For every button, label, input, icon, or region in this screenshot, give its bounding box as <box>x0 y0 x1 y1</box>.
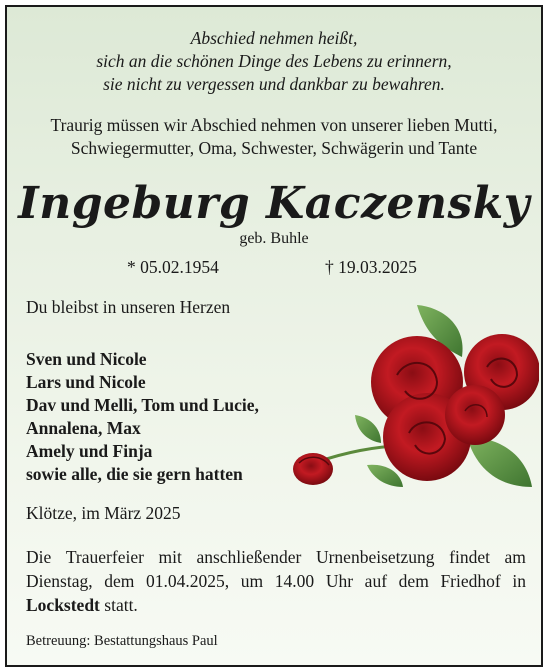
birth-date: * 05.02.1954 <box>127 257 219 277</box>
funeral-word: um <box>240 571 264 591</box>
mourner-line: Annalena, Max <box>26 418 141 438</box>
funeral-word: auf <box>364 571 388 591</box>
mourner-line: Sven und Nicole <box>26 349 147 369</box>
red-roses-image <box>277 287 539 502</box>
obituary-card <box>5 5 543 667</box>
funeral-word: Dienstag, <box>26 571 93 591</box>
funeral-line <box>26 545 526 569</box>
mourners-list <box>26 348 259 486</box>
funeral-line <box>26 593 526 617</box>
maiden-name: geb. Buhle <box>239 230 309 247</box>
motto-line: sie nicht zu vergessen und dankbar zu bewahren. <box>103 74 445 94</box>
intro-line: Schwiegermutter, Oma, Schwester, Schwägerin und Tante <box>70 138 478 158</box>
motto-line: sich an die schönen Dinge des Lebens zu erinnern, <box>96 51 452 71</box>
funeral-location-suffix: statt. <box>99 595 138 615</box>
mourner-line: Amely und Finja <box>26 441 153 461</box>
funeral-word: dem <box>104 571 135 591</box>
funeral-word: anschließender <box>196 547 302 567</box>
funeral-word: dem <box>398 571 429 591</box>
place-date: Klötze, im März 2025 <box>26 503 181 523</box>
deceased-name: Ingeburg Kaczensky <box>18 178 530 229</box>
funeral-line <box>26 569 526 593</box>
motto-line: Abschied nehmen heißt, <box>190 28 358 48</box>
funeral-home-credit: Betreuung: Bestattungshaus Paul <box>26 633 218 649</box>
funeral-word: 01.04.2025, <box>146 571 230 591</box>
funeral-word: 14.00 <box>274 571 315 591</box>
funeral-word: Trauerfeier <box>65 547 144 567</box>
funeral-word: Urnenbeisetzung <box>315 547 435 567</box>
intro-text <box>7 114 541 160</box>
funeral-location: Lockstedt <box>26 595 100 615</box>
motto-verse <box>7 27 541 96</box>
funeral-info <box>26 545 526 617</box>
intro-line: Traurig müssen wir Abschied nehmen von unserer lieben Mutti, <box>50 115 498 135</box>
mourner-line: Dav und Melli, Tom und Lucie, <box>26 395 259 415</box>
funeral-word: findet <box>449 547 490 567</box>
funeral-word: Die <box>26 547 52 567</box>
funeral-word: Friedhof <box>440 571 501 591</box>
mourner-line: sowie alle, die sie gern hatten <box>26 464 243 484</box>
remembrance-line: Du bleibst in unseren Herzen <box>26 297 231 317</box>
funeral-word: Uhr <box>325 571 354 591</box>
funeral-word: in <box>512 571 526 591</box>
death-date: † 19.03.2025 <box>325 257 417 277</box>
funeral-word: mit <box>158 547 182 567</box>
funeral-word: am <box>504 547 526 567</box>
mourner-line: Lars und Nicole <box>26 372 146 392</box>
